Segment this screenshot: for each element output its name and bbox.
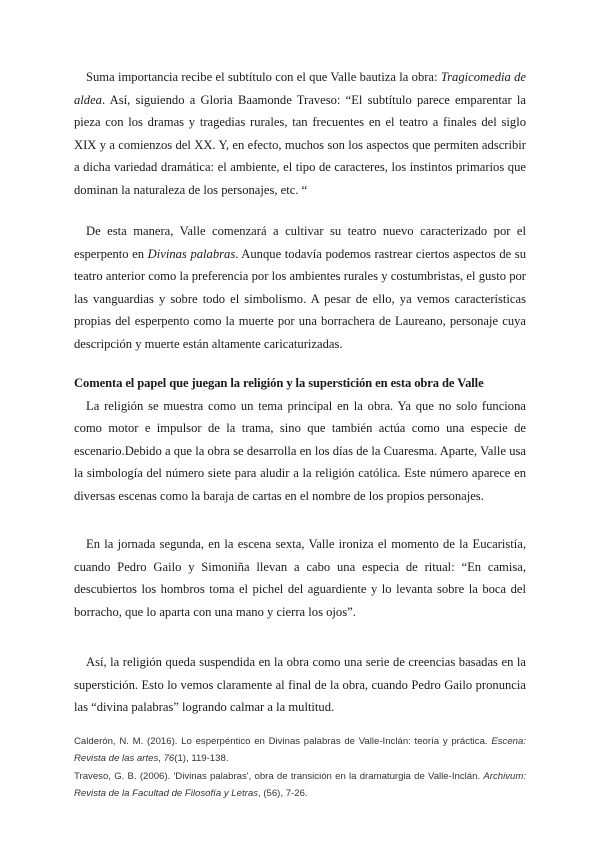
reference-text: (1), 119-138. [174,753,229,764]
reference-text: Calderón, N. M. (2016). Lo esperpéntico en Divinas palabras de Valle-Inclán: teoría y práctica. [74,735,492,747]
document-page [74,66,526,803]
reference-volume: 76 [163,753,175,764]
italic-title: Divinas palabras [147,246,236,261]
paragraph-esperpento [74,220,526,355]
italic-title: Tragicomedia de aldea [74,70,526,107]
reference-item [74,733,526,768]
reference-journal: Escena: Revista de las artes [74,735,526,764]
paragraph-text: Suma importancia recibe el subtítulo con el que Valle bautiza la obra: [86,70,441,84]
reference-text: Traveso, G. B. (2006). 'Divinas palabras', obra de transición en la dramaturgia de Valle-Inclán. [74,770,484,782]
paragraph-text: . Aunque todavía podemos rastrear ciertos aspectos de su teatro anterior como la preferencia por los ambientes rurales y costumbristas, el gusto por las vanguardias y sobre todo el simbolismo. A pesar de ello, ya vemos características propias del esperpento como la muerte por una borrachera de Laureano, personaje cuya descripción y muerte están altamente caricaturizadas. [74,246,527,351]
reference-item [74,768,526,803]
paragraph-text: De esta manera, Valle comenzará a cultivar su teatro nuevo caracterizado por el esperpento en [74,224,526,261]
section-heading: Comenta el papel que juegan la religión y la superstición en esta obra de Valle [74,376,484,390]
references-list [74,733,526,803]
paragraph-subtitle-analysis [74,66,526,201]
reference-text: , [158,753,164,764]
reference-text: , (56), 7-26. [257,788,308,799]
paragraph-eucharist-scene: En la jornada segunda, en la escena sexta, Valle ironiza el momento de la Eucaristía, cuando Pedro Gailo y Simoniña llevan a cabo una especia de ritual: “En camisa, descubiertos los hombros toma el pichel del aguardiente y lo levanta sobre la boca del borracho, que lo aparta con una mano y cierra los ojos”. [74,537,526,619]
reference-journal: Archivum: Revista de la Facultad de Filosofía y Letras [74,770,526,799]
paragraph-superstition: Así, la religión queda suspendida en la obra como una serie de creencias basadas en la superstición. Esto lo vemos claramente al final de la obra, cuando Pedro Gailo pronuncia las “divina palabras” logrando calmar a la multitud. [74,655,526,714]
paragraph-text: . Así, siguiendo a Gloria Baamonde Traveso: “El subtítulo parece emparentar la pieza con los dramas y tragedias rurales, tan frecuentes en el teatro a finales del siglo XIX y a comienzos del XX. Y, en efecto, muchos son los aspectos que permiten adscribir a dicha variedad dramática: el ambiente, el tipo de caracteres, los instintos primarios que dominan la naturaleza de los personajes, etc. “ [74,92,526,197]
paragraph-religion-theme: La religión se muestra como un tema principal en la obra. Ya que no solo funciona como motor e impulsor de la trama, sino que también actúa como una especie de escenario.Debido a que la obra se desarrolla en los días de la Cuaresma. Aparte, Valle usa la simbología del número siete para aludir a la religión católica. Este número aparece en diversas escenas como la baraja de cartas en el nombre de los propios personajes. [74,398,526,503]
